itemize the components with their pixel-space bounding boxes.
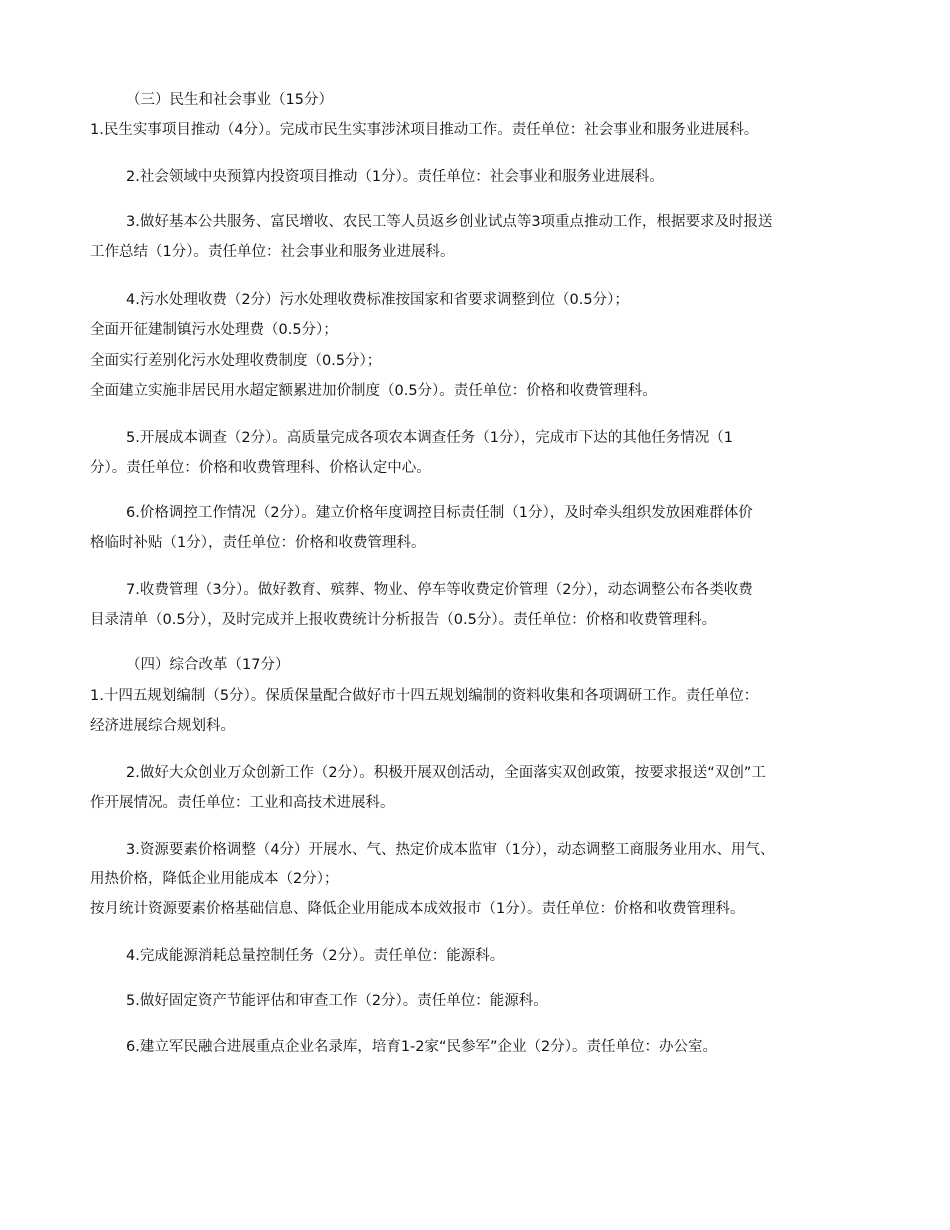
item-4-5-line-1: 5.做好固定资产节能评估和审查工作（2分）。责任单位：能源科。 bbox=[126, 993, 548, 1009]
item-4-1-line-2: 经济进展综合规划科。 bbox=[90, 718, 235, 734]
item-3-6-line-1: 6.价格调控工作情况（2分）。建立价格年度调控目标责任制（1分），及时牵头组织发放困难群体价 bbox=[126, 505, 753, 521]
item-3-4-line-2: 全面开征建制镇污水处理费（0.5分）； bbox=[90, 322, 338, 338]
item-3-4-line-4: 全面建立实施非居民用水超定额累进加价制度（0.5分）。责任单位：价格和收费管理科。 bbox=[90, 383, 657, 399]
item-4-3-line-2: 用热价格，降低企业用能成本（2分）； bbox=[90, 871, 339, 887]
item-4-4-line-1: 4.完成能源消耗总量控制任务（2分）。责任单位：能源科。 bbox=[126, 948, 505, 964]
item-4-2-line-1: 2.做好大众创业万众创新工作（2分）。积极开展双创活动，全面落实双创政策，按要求报送“双创”工 bbox=[126, 765, 766, 781]
item-4-3-line-3: 按月统计资源要素价格基础信息、降低企业用能成本成效报市（1分）。责任单位：价格和收费管理科。 bbox=[90, 901, 745, 917]
item-3-7-line-1: 7.收费管理（3分）。做好教育、殡葬、物业、停车等收费定价管理（2分），动态调整公布各类收费 bbox=[126, 582, 753, 598]
item-3-6-line-2: 格临时补贴（1分），责任单位：价格和收费管理科。 bbox=[90, 535, 426, 551]
item-3-3-line-2: 工作总结（1分）。责任单位：社会事业和服务业进展科。 bbox=[90, 244, 455, 260]
item-3-5-line-1: 5.开展成本调查（2分）。高质量完成各项农本调查任务（1分），完成市下达的其他任务情况（1 bbox=[126, 430, 734, 446]
item-3-5-line-2: 分）。责任单位：价格和收费管理科、价格认定中心。 bbox=[90, 460, 431, 476]
item-3-4-line-1: 4.污水处理收费（2分）污水处理收费标准按国家和省要求调整到位（0.5分）； bbox=[126, 292, 629, 308]
item-4-2-line-2: 作开展情况。责任单位：工业和高技术进展科。 bbox=[90, 795, 395, 811]
section-heading-4: （四）综合改革（17分） bbox=[126, 657, 290, 673]
item-3-1-line-1: 1.民生实事项目推动（4分）。完成市民生实事涉沭项目推动工作。责任单位：社会事业和服务业进展科。 bbox=[90, 122, 759, 138]
item-4-1-line-1: 1.十四五规划编制（5分）。保质保量配合做好市十四五规划编制的资料收集和各项调研工作。责任单位： bbox=[90, 688, 759, 704]
item-3-7-line-2: 目录清单（0.5分），及时完成并上报收费统计分析报告（0.5分）。责任单位：价格和收费管理科。 bbox=[90, 612, 717, 628]
item-3-4-line-3: 全面实行差别化污水处理收费制度（0.5分）； bbox=[90, 353, 382, 369]
item-3-3-line-1: 3.做好基本公共服务、富民增收、农民工等人员返乡创业试点等3项重点推动工作，根据要求及时报送 bbox=[126, 214, 773, 230]
section-heading-3: （三）民生和社会事业（15分） bbox=[126, 92, 333, 108]
item-3-2-line-1: 2.社会领域中央预算内投资项目推动（1分）。责任单位：社会事业和服务业进展科。 bbox=[126, 169, 664, 185]
item-4-3-line-1: 3.资源要素价格调整（4分）开展水、气、热定价成本监审（1分），动态调整工商服务业用水、用气、 bbox=[126, 842, 775, 858]
item-4-6-line-1: 6.建立军民融合进展重点企业名录库，培育1-2家“民参军”企业（2分）。责任单位：办公室。 bbox=[126, 1039, 718, 1055]
